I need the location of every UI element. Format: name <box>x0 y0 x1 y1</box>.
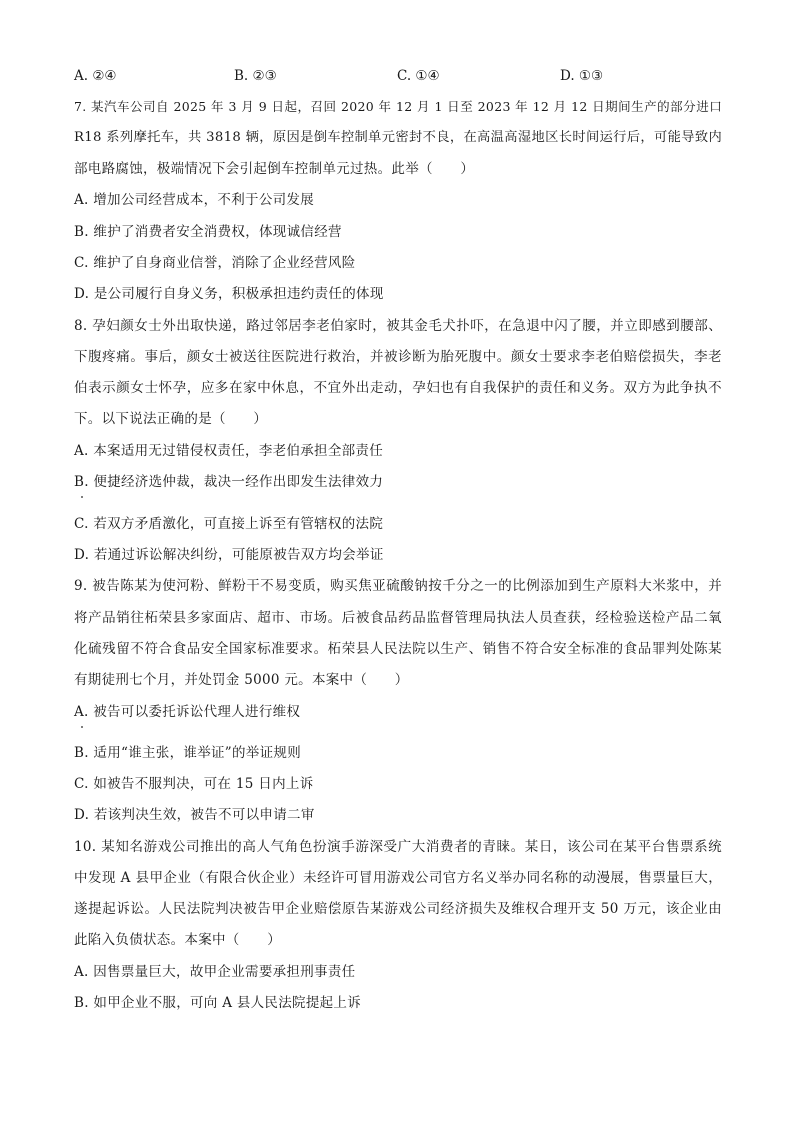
option-c: C. ①④ <box>397 68 440 84</box>
question-7-option-d: D. 是公司履行自身义务，积极承担违约责任的体现 <box>74 286 384 302</box>
question-10-stem-line-4: 此陷入负债状态。本案中（ ） <box>74 932 281 948</box>
question-9-option-a: A. 被告可以委托诉讼代理人进行维权 <box>74 704 301 720</box>
question-7-option-c: C. 维护了自身商业信誉，消除了企业经营风险 <box>74 255 356 271</box>
question-9-option-c: C. 如被告不服判决，可在 15 日内上诉 <box>74 776 314 792</box>
question-7-option-b: B. 维护了消费者安全消费权，体现诚信经营 <box>74 224 342 240</box>
question-9-stem-line-3: 化硫残留不符合食品安全国家标准要求。柘荣县人民法院以生产、销售不符合安全标准的食品罪判处陈某 <box>74 641 722 657</box>
question-7-option-a: A. 增加公司经营成本，不利于公司发展 <box>74 192 315 208</box>
question-8-stem-line-4: 下。以下说法正确的是（ ） <box>74 411 268 427</box>
question-8-option-d: D. 若通过诉讼解决纠纷，可能原被告双方均会举证 <box>74 547 384 563</box>
question-9-option-d: D. 若该判决生效，被告不可以申请二审 <box>74 807 315 823</box>
question-8-stem-line-2: 下腹疼痛。事后，颜女士被送往医院进行救治，并被诊断为胎死腹中。颜女士要求李老伯赔偿损失，李老 <box>74 349 722 365</box>
question-7-stem-line-1: 7. 某汽车公司自 2025 年 3 月 9 日起，召回 2020 年 12 月 1 日至 2023 年 12 月 12 日期间生产的部分进口 <box>74 99 722 114</box>
option-b: B. ②③ <box>234 68 277 84</box>
scan-speck <box>81 726 83 728</box>
question-8-stem-line-3: 伯表示颜女士怀孕，应多在家中休息，不宜外出走动，孕妇也有自我保护的责任和义务。双方为此争执不 <box>74 380 722 396</box>
question-9-stem-line-1: 9. 被告陈某为使河粉、鲜粉干不易变质，购买焦亚硫酸钠按千分之一的比例添加到生产原料大米浆中，并 <box>74 578 722 594</box>
question-7-stem-line-2: R18 系列摩托车，共 3818 辆，原因是倒车控制单元密封不良，在高温高湿地区长时间运行后，可能导致内 <box>74 130 722 145</box>
question-10-stem-line-3: 遂提起诉讼。人民法院判决被告甲企业赔偿原告某游戏公司经济损失及维权合理开支 50 万元，该企业由 <box>74 901 722 917</box>
question-7-stem-line-3: 部电路腐蚀，极端情况下会引起倒车控制单元过热。此举（ ） <box>74 161 475 177</box>
option-d: D. ①③ <box>560 68 604 84</box>
question-9-stem-line-2: 将产品销往柘荣县多家面店、超市、市场。后被食品药品监督管理局执法人员查获，经检验送检产品二氧 <box>74 610 722 626</box>
question-10-option-b: B. 如甲企业不服，可向 A 县人民法院提起上诉 <box>74 995 362 1011</box>
question-6-options <box>74 66 722 86</box>
question-10-stem-line-1: 10. 某知名游戏公司推出的高人气角色扮演手游深受广大消费者的青睐。某日，该公司在某平台售票系统 <box>74 839 722 855</box>
question-9-stem-line-4: 有期徒刑七个月，并处罚金 5000 元。本案中（ ） <box>74 672 409 688</box>
question-10-option-a: A. 因售票量巨大，故甲企业需要承担刑事责任 <box>74 964 356 980</box>
question-8-option-a: A. 本案适用无过错侵权责任，李老伯承担全部责任 <box>74 443 384 459</box>
question-8-option-b: B. 便捷经济选仲裁，裁决一经作出即发生法律效力 <box>74 474 384 490</box>
question-8-stem-line-1: 8. 孕妇颜女士外出取快递，路过邻居李老伯家时，被其金毛犬扑吓，在急退中闪了腰，并立即感到腰部、 <box>74 318 722 334</box>
question-9-option-b: B. 适用“谁主张，谁举证”的举证规则 <box>74 745 302 761</box>
scan-speck <box>81 496 83 498</box>
option-a: A. ②④ <box>74 68 117 84</box>
question-10-stem-line-2: 中发现 A 县甲企业（有限合伙企业）未经许可冒用游戏公司官方名义举办同名称的动漫展，售票量巨大， <box>74 870 722 886</box>
question-8-option-c: C. 若双方矛盾激化，可直接上诉至有管辖权的法院 <box>74 516 384 532</box>
